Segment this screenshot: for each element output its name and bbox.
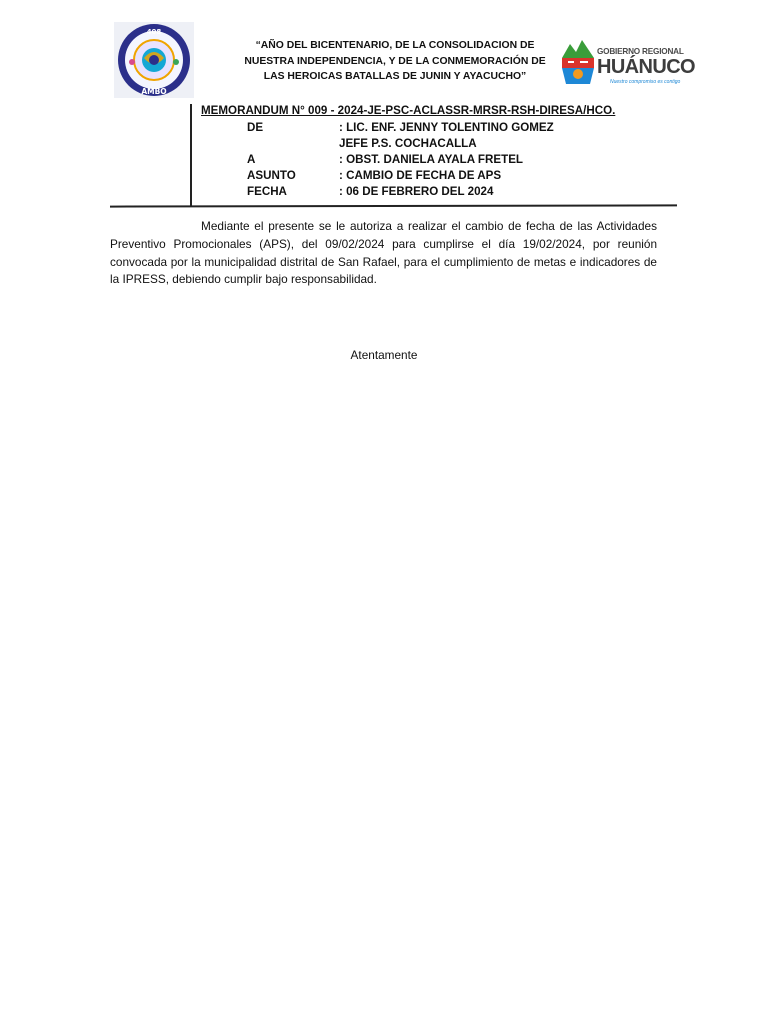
- field-value-asunto: : CAMBIO DE FECHA DE APS: [339, 169, 502, 182]
- year-motto-heading: [230, 38, 560, 85]
- closing-salutation: Atentamente: [350, 348, 418, 362]
- seal-number: 408: [146, 28, 162, 36]
- huanuco-emblem-icon: [560, 36, 596, 86]
- motto-line-3: LAS HEROICAS BATALLAS DE JUNIN Y AYACUCHO”: [263, 71, 527, 83]
- memo-number-title: MEMORANDUM N° 009 - 2024-JE-PSC-ACLASSR-MRSR-RSH-DIRESA/HCO.: [201, 104, 616, 117]
- gobierno-regional-huanuco-logo: [558, 34, 696, 90]
- logo-line-gobierno: GOBIERNO REGIONAL: [597, 47, 684, 56]
- seal-name: AMBO: [141, 87, 167, 96]
- field-label-fecha: FECHA: [247, 185, 287, 198]
- motto-line-2: NUESTRA INDEPENDENCIA, Y DE LA CONMEMORACIÓN DE: [244, 55, 546, 67]
- field-value-de-position: JEFE P.S. COCHACALLA: [339, 137, 477, 150]
- ambo-seal-logo: [114, 22, 194, 98]
- memo-vertical-rule: [190, 104, 192, 207]
- memo-horizontal-rule: [110, 204, 677, 207]
- field-value-de: : LIC. ENF. JENNY TOLENTINO GOMEZ: [339, 121, 554, 134]
- field-label-asunto: ASUNTO: [247, 169, 296, 182]
- field-label-a: A: [247, 153, 256, 166]
- field-label-de: DE: [247, 121, 264, 134]
- logo-line-huanuco: HUÁNUCO: [597, 56, 696, 78]
- field-value-fecha: : 06 DE FEBRERO DEL 2024: [339, 185, 494, 198]
- memo-body-paragraph: Mediante el presente se le autoriza a realizar el cambio de fecha de las Actividades Preventivo Promocionales (APS), del 09/02/2024 para cumplirse el día 19/02/2024, por reunión convocada por la municipalidad distrital de San Rafael, para el cumplimiento de metas e indicadores de la IPRESS, debiendo cumplir bajo responsabilidad.: [110, 219, 657, 287]
- logo-tagline: Nuestro compromiso es contigo: [610, 79, 681, 85]
- field-value-a: : OBST. DANIELA AYALA FRETEL: [339, 153, 524, 166]
- motto-line-1: “AÑO DEL BICENTENARIO, DE LA CONSOLIDACION DE: [255, 40, 535, 51]
